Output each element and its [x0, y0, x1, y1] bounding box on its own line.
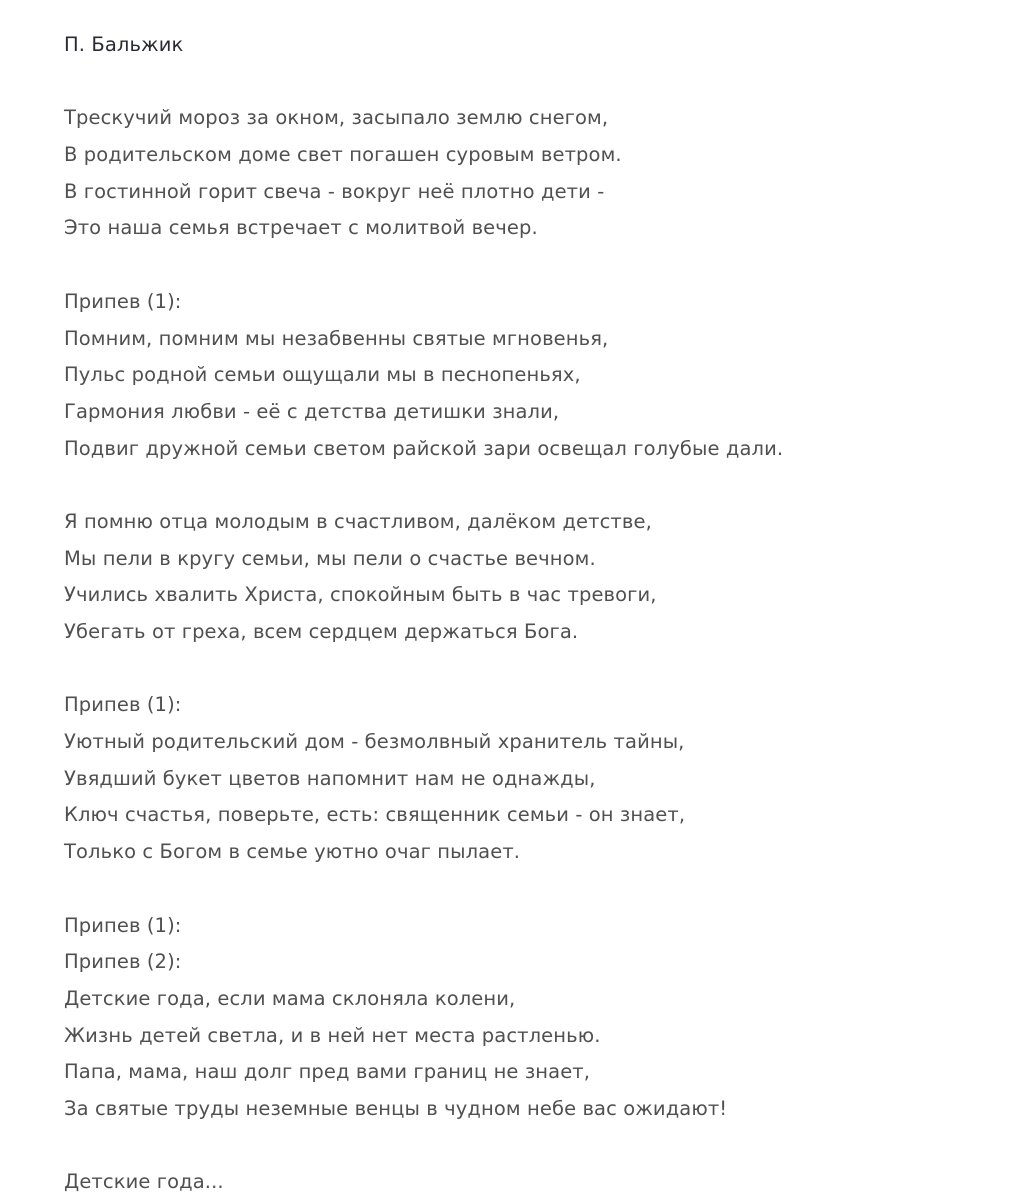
stanza-verse-2 — [64, 504, 783, 651]
lyric-line: В родительском доме свет погашен суровым ветром. — [64, 143, 622, 167]
stanza-chorus-1 — [64, 284, 783, 467]
lyric-line: Уютный родительский дом - безмолвный хранитель тайны, — [64, 730, 685, 754]
lyric-line: Учились хвалить Христа, спокойным быть в час тревоги, — [64, 583, 657, 607]
spacer — [64, 1128, 783, 1165]
lyric-line: Пульс родной семьи ощущали мы в песнопеньях, — [64, 363, 581, 387]
lyric-line: Трескучий мороз за окном, засыпало землю снегом, — [64, 106, 609, 130]
stanza-chorus-2 — [64, 687, 783, 870]
chorus-label: Припев (1): — [64, 289, 182, 313]
spacer — [64, 467, 783, 504]
chorus-label: Припев (1): — [64, 913, 182, 937]
lyric-line: Гармония любви - её с детства детишки знали, — [64, 399, 560, 423]
lyric-line: За святые труды неземные венцы в чудном небе вас ожидают! — [64, 1096, 728, 1120]
spacer — [64, 247, 783, 284]
lyric-line: Увядший букет цветов напомнит нам не однажды, — [64, 766, 596, 790]
lyric-line: Помним, помним мы незабвенны святые мгновенья, — [64, 326, 609, 350]
lyric-line: Только с Богом в семье уютно очаг пылает. — [64, 840, 521, 864]
spacer — [64, 64, 783, 101]
author-name: П. Бальжик — [64, 33, 184, 56]
stanza-chorus-3 — [64, 908, 783, 1128]
lyric-line: Я помню отца молодым в счастливом, далёком детстве, — [64, 509, 652, 533]
chorus-label: Припев (1): — [64, 693, 182, 717]
song-lyrics-document — [64, 27, 783, 1201]
lyric-line: Это наша семья встречает с молитвой вечер. — [64, 216, 538, 240]
lyric-line: Детские года... — [64, 1170, 224, 1194]
spacer — [64, 651, 783, 688]
stanza-ending — [64, 1164, 783, 1201]
lyric-line: Ключ счастья, поверьте, есть: священник семьи - он знает, — [64, 803, 686, 827]
stanza-verse-1 — [64, 100, 783, 247]
lyric-line: Жизнь детей светла, и в ней нет места растленью. — [64, 1023, 601, 1047]
lyric-line: Папа, мама, наш долг пред вами границ не знает, — [64, 1060, 591, 1084]
lyric-line: Подвиг дружной семьи светом райской зари освещал голубые дали. — [64, 436, 784, 460]
lyric-line: Убегать от греха, всем сердцем держаться Бога. — [64, 620, 579, 643]
lyric-line: Мы пели в кругу семьи, мы пели о счастье вечном. — [64, 546, 596, 570]
lyric-line: Детские года, если мама склоняла колени, — [64, 986, 516, 1010]
lyric-line: В гостинной горит свеча - вокруг неё плотно дети - — [64, 179, 605, 203]
spacer — [64, 871, 783, 908]
chorus-label: Припев (2): — [64, 950, 182, 974]
